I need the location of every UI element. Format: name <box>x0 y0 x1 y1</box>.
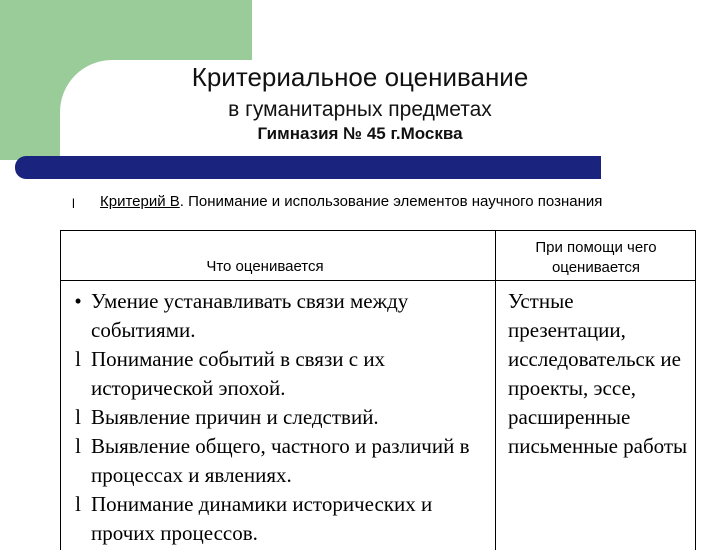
assessment-methods: Устные презентации, исследовательск ие проекты, эссе, расширенные письменные работы <box>508 289 688 458</box>
table-header-border <box>60 280 696 281</box>
school-name: Гимназия № 45 г.Москва <box>257 124 463 143</box>
table-right-border <box>695 230 696 550</box>
bullet-icon: l <box>75 405 81 429</box>
column-header-what: Что оценивается <box>206 258 324 275</box>
criteria-list <box>62 287 492 548</box>
bullet-icon: • <box>74 289 82 313</box>
criterion-text <box>100 192 690 211</box>
criterion-bullet: l <box>72 196 75 211</box>
list-item-text: Умение устанавливать связи между событиями. <box>91 289 409 342</box>
list-item <box>62 432 492 490</box>
list-item-text: Выявление причин и следствий. <box>91 405 379 429</box>
list-item <box>62 403 492 432</box>
table-top-border <box>60 230 696 231</box>
list-item-text: Понимание событий в связи с их исторической эпохой. <box>91 347 386 400</box>
slide-title: Критериальное оценивание <box>191 62 529 92</box>
bullet-icon: l <box>75 492 81 516</box>
list-item-text: Выявление общего, частного и различий в процессах и явлениях. <box>91 434 470 487</box>
list-item <box>62 345 492 403</box>
table-column-divider <box>495 230 496 550</box>
bullet-icon: l <box>75 434 81 458</box>
list-item-text: Понимание динамики исторических и прочих процессов. <box>91 492 433 545</box>
criterion-description: . Понимание и использование элементов научного познания <box>179 193 603 210</box>
criterion-head: Критерий B <box>100 193 180 210</box>
list-item <box>62 490 492 548</box>
column-header-how: При помощи чего оценивается <box>535 239 657 276</box>
list-item <box>62 287 492 345</box>
slide-subtitle: в гуманитарных предметах <box>228 98 492 121</box>
table-left-border <box>60 230 61 550</box>
navy-divider-bar <box>15 156 601 179</box>
bullet-icon: l <box>75 347 81 371</box>
